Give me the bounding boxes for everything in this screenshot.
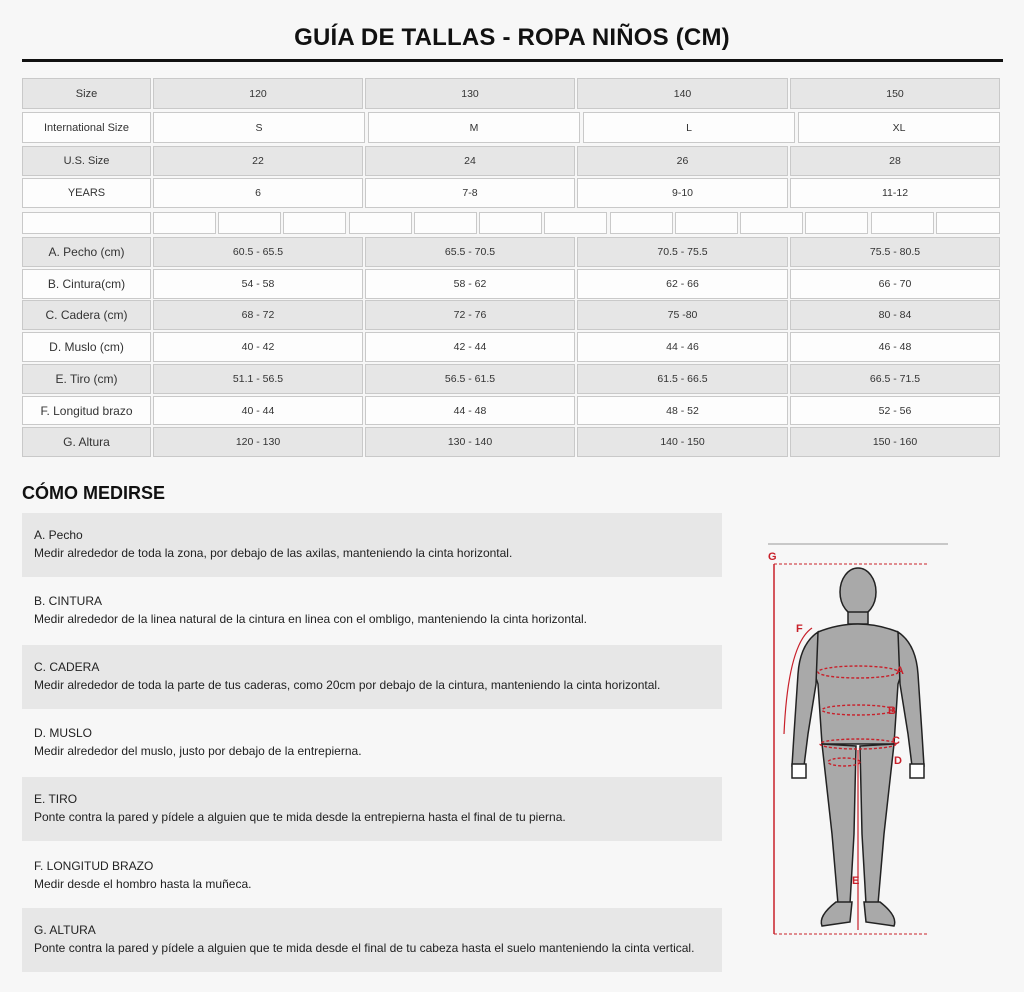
how-item-desc: Medir desde el hombro hasta la muñeca. [34, 877, 252, 891]
table-row-international-size [22, 112, 1000, 143]
empty-cell [610, 212, 673, 234]
table-cell: 44 - 46 [577, 332, 788, 362]
how-item-name: D. MUSLO [34, 726, 93, 740]
table-cell: 150 [790, 78, 1000, 109]
title-divider [22, 59, 1003, 62]
how-item-desc: Ponte contra la pared y pídele a alguien que te mida desde la entrepierna hasta el final de tu pierna. [34, 810, 566, 824]
table-row-cadera [22, 300, 1000, 330]
row-label: U.S. Size [22, 146, 151, 176]
table-cell: 11-12 [790, 178, 1000, 208]
table-row-us-size [22, 146, 1000, 176]
table-cell: 70.5 - 75.5 [577, 237, 788, 267]
table-cell: 6 [153, 178, 363, 208]
table-cell: 62 - 66 [577, 269, 788, 299]
table-row-size [22, 78, 1000, 109]
table-cell: 130 [365, 78, 575, 109]
table-cell: 120 [153, 78, 363, 109]
table-cell: 66.5 - 71.5 [790, 364, 1000, 394]
table-row-longitud-brazo [22, 396, 1000, 425]
how-item-name: A. Pecho [34, 528, 83, 542]
table-cell: 28 [790, 146, 1000, 176]
how-item-cadera [22, 645, 722, 709]
how-item-name: C. CADERA [34, 660, 100, 674]
table-cell: L [583, 112, 795, 143]
letter-e: E [852, 875, 860, 887]
table-cell: 61.5 - 66.5 [577, 364, 788, 394]
table-row-cintura [22, 269, 1000, 299]
how-item-name: F. LONGITUD BRAZO [34, 859, 154, 873]
empty-cell [740, 212, 803, 234]
row-label: F. Longitud brazo [22, 396, 151, 425]
letter-g: G [768, 551, 777, 563]
letter-f: F [796, 623, 803, 635]
how-item-name: E. TIRO [34, 792, 78, 806]
empty-cell [218, 212, 281, 234]
how-item-desc: Ponte contra la pared y pídele a alguien que te mida desde el final de tu cabeza hasta el suelo manteniendo la cinta vertical. [34, 941, 695, 955]
how-item-muslo [22, 711, 722, 775]
table-cell: 46 - 48 [790, 332, 1000, 362]
letter-b: B [888, 705, 896, 717]
row-label: D. Muslo (cm) [22, 332, 151, 362]
how-item-desc: Medir alrededor de toda la parte de tus caderas, como 20cm por debajo de la cintura, manteniendo la cinta horizontal. [34, 678, 661, 692]
how-item-desc: Medir alrededor de toda la zona, por debajo de las axilas, manteniendo la cinta horizontal. [34, 546, 513, 560]
page-title: GUÍA DE TALLAS - ROPA NIÑOS (CM) [294, 24, 730, 51]
table-cell: 140 - 150 [577, 427, 788, 457]
table-cell: 24 [365, 146, 575, 176]
how-item-pecho [22, 513, 722, 577]
table-cell: 44 - 48 [365, 396, 575, 425]
table-cell: M [368, 112, 580, 143]
empty-cell [936, 212, 1000, 234]
empty-cell [153, 212, 216, 234]
how-item-desc: Medir alrededor de la linea natural de la cintura en linea con el ombligo, manteniendo la cinta horizontal. [34, 612, 588, 626]
row-label: A. Pecho (cm) [22, 237, 151, 267]
table-row-years [22, 178, 1000, 208]
table-cell: 51.1 - 56.5 [153, 364, 363, 394]
empty-cell [349, 212, 412, 234]
table-cell: 150 - 160 [790, 427, 1000, 457]
body-measurement-figure [748, 534, 958, 944]
empty-cell [479, 212, 542, 234]
table-cell: 140 [577, 78, 788, 109]
empty-cell [22, 212, 151, 234]
table-row-tiro [22, 364, 1000, 394]
empty-cell [544, 212, 607, 234]
table-cell: 58 - 62 [365, 269, 575, 299]
table-row-pecho [22, 237, 1000, 267]
table-cell: 75 -80 [577, 300, 788, 330]
row-label: E. Tiro (cm) [22, 364, 151, 394]
table-cell: 60.5 - 65.5 [153, 237, 363, 267]
table-cell: 48 - 52 [577, 396, 788, 425]
empty-cell [871, 212, 934, 234]
table-cell: 7-8 [365, 178, 575, 208]
table-cell: 75.5 - 80.5 [790, 237, 1000, 267]
how-item-longitud-brazo [22, 844, 722, 908]
table-cell: 54 - 58 [153, 269, 363, 299]
table-cell: 120 - 130 [153, 427, 363, 457]
table-cell: 80 - 84 [790, 300, 1000, 330]
row-label: YEARS [22, 178, 151, 208]
letter-a: A [896, 665, 904, 677]
empty-cell [283, 212, 346, 234]
empty-cell [414, 212, 477, 234]
how-item-tiro [22, 777, 722, 841]
how-item-altura [22, 908, 722, 972]
table-cell: 65.5 - 70.5 [365, 237, 575, 267]
how-to-measure-title: CÓMO MEDIRSE [22, 483, 166, 503]
table-cell: S [153, 112, 365, 143]
empty-cell [675, 212, 738, 234]
empty-cell [805, 212, 868, 234]
table-cell: 26 [577, 146, 788, 176]
how-item-name: G. ALTURA [34, 923, 96, 937]
table-cell: 66 - 70 [790, 269, 1000, 299]
row-label: C. Cadera (cm) [22, 300, 151, 330]
row-label: B. Cintura(cm) [22, 269, 151, 299]
how-item-desc: Medir alrededor del muslo, justo por debajo de la entrepierna. [34, 744, 362, 758]
table-row-empty [22, 212, 1000, 234]
table-cell: 40 - 42 [153, 332, 363, 362]
table-cell: 42 - 44 [365, 332, 575, 362]
how-item-name: B. CINTURA [34, 594, 103, 608]
row-label: Size [22, 78, 151, 109]
table-cell: 72 - 76 [365, 300, 575, 330]
row-label: G. Altura [22, 427, 151, 457]
letter-c: C [892, 735, 900, 747]
how-item-cintura [22, 579, 722, 643]
row-label: International Size [22, 112, 151, 143]
table-cell: 130 - 140 [365, 427, 575, 457]
table-cell: 40 - 44 [153, 396, 363, 425]
table-row-altura [22, 427, 1000, 457]
table-cell: XL [798, 112, 1000, 143]
table-cell: 22 [153, 146, 363, 176]
table-cell: 9-10 [577, 178, 788, 208]
table-cell: 52 - 56 [790, 396, 1000, 425]
letter-d: D [894, 755, 902, 767]
table-cell: 56.5 - 61.5 [365, 364, 575, 394]
table-row-muslo [22, 332, 1000, 362]
table-cell: 68 - 72 [153, 300, 363, 330]
